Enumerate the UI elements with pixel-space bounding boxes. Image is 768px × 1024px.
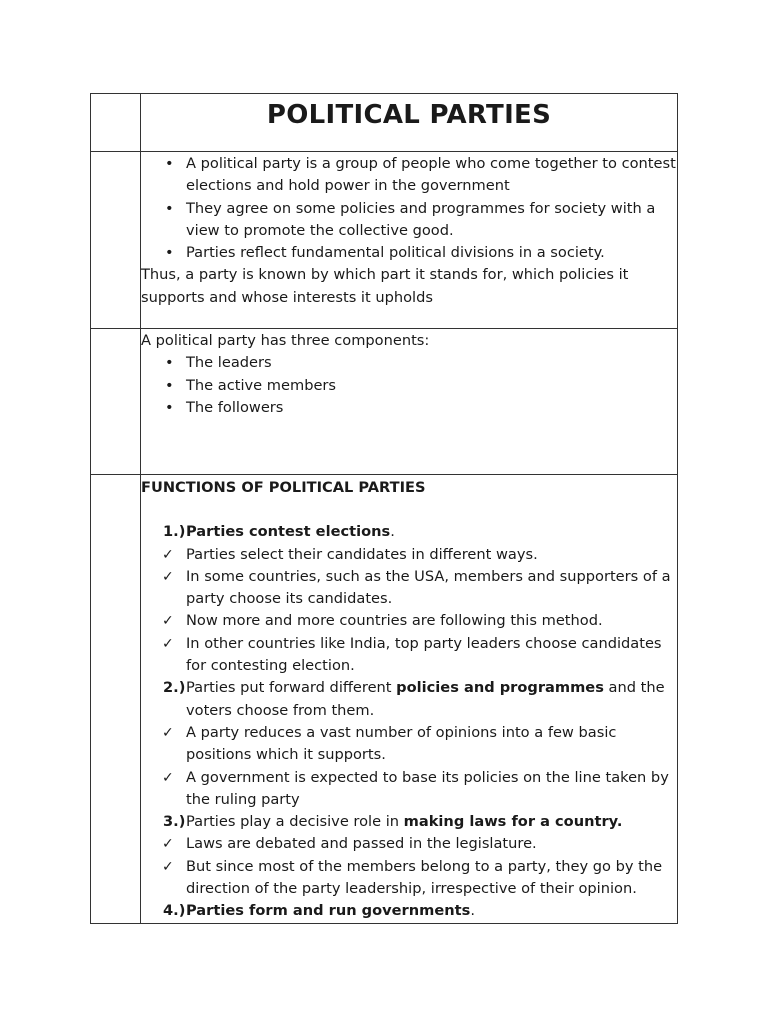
functions-row: [91, 475, 678, 924]
list-item: ✓ Parties select their candidates in different ways.: [141, 544, 677, 566]
row-number-cell: [91, 94, 141, 152]
list-item: ✓ In other countries like India, top party leaders choose candidates for contesting election.: [162, 634, 662, 675]
list-item: • The leaders: [141, 352, 677, 374]
functions-cell: [141, 475, 678, 924]
components-cell: [141, 329, 678, 475]
definition-row: [91, 152, 678, 329]
function-item-3: 3.) Parties play a decisive role in making laws for a country.: [163, 813, 623, 831]
list-item: ✓ Now more and more countries are following this method.: [141, 610, 677, 632]
list-item: ✓ A government is expected to base its policies on the line taken by the ruling party: [162, 768, 669, 808]
checkmark-icon: ✓: [162, 836, 174, 853]
components-list: [141, 352, 677, 419]
definition-cell: [141, 152, 678, 329]
bullet-icon: •: [165, 199, 174, 217]
list-item: ✓ A party reduces a vast number of opinions into a few basic positions which it supports.: [162, 723, 617, 764]
bullet-icon: •: [165, 398, 174, 416]
definition-list: [141, 153, 677, 264]
checkmark-icon: ✓: [162, 568, 174, 585]
functions-heading: FUNCTIONS OF POLITICAL PARTIES: [141, 479, 426, 496]
function-item-1: 1.) Parties contest elections.: [163, 523, 395, 541]
notes-table: [90, 93, 678, 924]
page-title: POLITICAL PARTIES: [266, 100, 552, 130]
bullet-icon: •: [165, 376, 174, 394]
list-item: • The followers: [141, 397, 677, 419]
list-item: ✓ In some countries, such as the USA, members and supporters of a party choose its candidates.: [162, 567, 671, 608]
function-1-points: [141, 544, 677, 678]
list-item: ✓ Laws are debated and passed in the legislature.: [141, 833, 677, 855]
title-row: [91, 94, 678, 152]
list-item: ✓ But since most of the members belong to a party, they go by the direction of the party leadership, irrespective of their opinion.: [162, 857, 663, 898]
row-number-cell: [91, 152, 141, 329]
list-item: • Parties reflect fundamental political divisions in a society.: [141, 242, 677, 264]
function-3-points: [141, 833, 677, 900]
checkmark-icon: ✓: [162, 769, 174, 786]
checkmark-icon: ✓: [162, 724, 174, 741]
list-item: • The active members: [141, 375, 677, 397]
bullet-icon: •: [165, 244, 174, 262]
function-item-4: 4.) Parties form and run governments.: [163, 902, 475, 920]
list-item: • A political party is a group of people who come together to contest elections and hold power in the government: [165, 155, 676, 195]
checkmark-icon: ✓: [162, 858, 174, 875]
function-item-2: 2.) Parties put forward different policies and programmes and the voters choose from them.: [163, 679, 665, 719]
checkmark-icon: ✓: [162, 613, 174, 630]
definition-conclusion: Thus, a party is known by which part it stands for, which policies it supports and whose interests it upholds: [141, 266, 629, 306]
checkmark-icon: ✓: [162, 635, 174, 652]
components-row: [91, 329, 678, 475]
row-number-cell: [91, 475, 141, 924]
function-2-points: [141, 722, 677, 811]
components-intro: A political party has three components:: [141, 332, 430, 349]
row-number-cell: [91, 329, 141, 475]
bullet-icon: •: [165, 354, 174, 372]
bullet-icon: •: [165, 155, 174, 172]
title-cell: [141, 94, 678, 152]
checkmark-icon: ✓: [162, 546, 174, 563]
list-item: • They agree on some policies and programmes for society with a view to promote the collective good.: [165, 199, 656, 239]
